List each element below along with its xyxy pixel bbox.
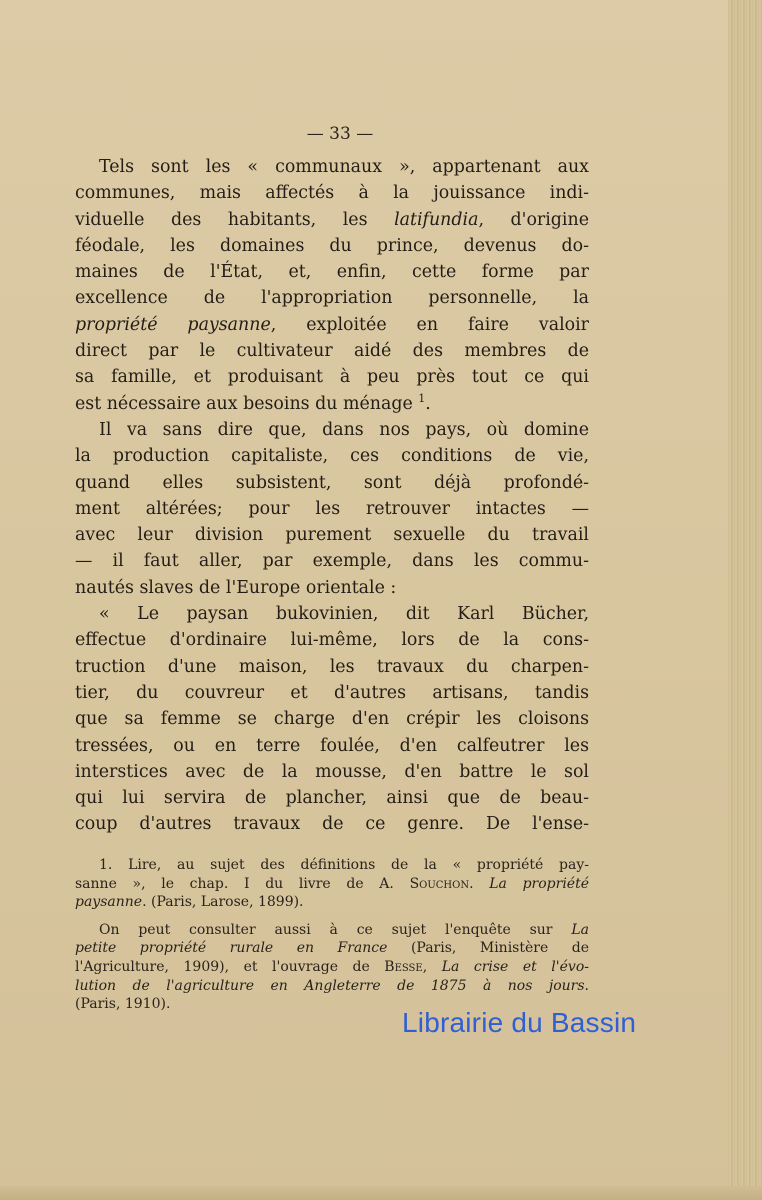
footnote-line: paysanne. (Paris, Larose, 1899). [75, 894, 304, 911]
page-edge-right [728, 0, 762, 1200]
footnote-line: petite propriété rurale en France (Paris, Ministère de [75, 940, 590, 957]
footnote-line: l'Agriculture, 1909), et l'ouvrage de Besse, La crise et l'évo- [75, 958, 589, 975]
text-line: « Le paysan bukovinien, dit Karl Bücher, [99, 604, 589, 625]
text-line: effectue d'ordinaire lui-même, lors de la cons- [75, 630, 589, 651]
body-text [75, 154, 589, 838]
footnote-ref: 1 [418, 391, 426, 405]
book-title: petite propriété rurale en France [75, 940, 388, 957]
book-title: La crise et l'évo- [441, 958, 589, 975]
book-title: paysanne [75, 894, 143, 911]
text-line: viduelle des habitants, les latifundia, d'origine [75, 209, 589, 230]
text-line: propriété paysanne, exploitée en faire valoir [75, 314, 589, 335]
footnotes [75, 856, 589, 1014]
author-name: Besse [384, 958, 423, 975]
text-line: féodale, les domaines du prince, devenus do- [75, 235, 589, 256]
text-line: quand elles subsistent, sont déjà profondé- [75, 472, 589, 493]
author-name: Souchon [409, 875, 470, 892]
text-line: tressées, ou en terre foulée, d'en calfeutrer les [75, 735, 589, 756]
text-line: communes, mais affectés à la jouissance indi- [75, 183, 589, 204]
text-line: la production capitaliste, ces conditions de vie, [75, 446, 589, 467]
text-line: tier, du couvreur et d'autres artisans, tandis [75, 682, 589, 703]
text-line: Tels sont les « communaux », appartenant aux [99, 157, 589, 177]
text-line: que sa femme se charge d'en crépir les cloisons [75, 709, 589, 730]
text-line: interstices avec de la mousse, d'en battre le sol [75, 761, 589, 782]
text-line: qui lui servira de plancher, ainsi que de beau- [75, 788, 589, 809]
page-edge-bottom [0, 1186, 762, 1200]
text-line: — il faut aller, par exemple, dans les commu- [75, 551, 589, 572]
text-line: avec leur division purement sexuelle du travail [75, 525, 589, 546]
footnote-line: On peut consulter aussi à ce sujet l'enquête sur La [99, 921, 589, 938]
text-line: nautés slaves de l'Europe orientale : [75, 577, 397, 598]
text-line: est nécessaire aux besoins du ménage $^1$. [75, 391, 431, 414]
book-title: La [571, 921, 589, 938]
text-line: maines de l'État, et, enfin, cette forme par [75, 262, 589, 283]
footnote-line: 1. Lire, au sujet des définitions de la « propriété pay- [99, 857, 589, 873]
footnote-gap [75, 912, 589, 921]
footnote-line: (Paris, 1910). [75, 996, 171, 1013]
text-line: direct par le cultivateur aidé des membres de [75, 341, 589, 362]
text-line: ment altérées; pour les retrouver intactes — [75, 498, 589, 519]
page-number: — 33 — [306, 124, 374, 144]
book-title: La propriété [489, 875, 589, 892]
text-line: sa famille, et produisant à peu près tout ce qui [75, 367, 589, 388]
text-line: coup d'autres travaux de ce genre. De l'ense- [75, 814, 589, 835]
text-line: Il va sans dire que, dans nos pays, où domine [99, 419, 589, 440]
book-title: lution de l'agriculture en Angleterre de 1875 à nos jours [75, 977, 585, 994]
footnote-line: sanne », le chap. I du livre de A. Souchon. La propriété [75, 875, 589, 892]
text-line: excellence de l'appropriation personnelle, la [75, 288, 589, 309]
emphasis: propriété paysanne [75, 314, 271, 335]
text-line: truction d'une maison, les travaux du charpen- [75, 656, 589, 677]
latin-term: latifundia [394, 209, 479, 230]
watermark-text: Librairie du Bassin [402, 1007, 637, 1038]
footnote-line: lution de l'agriculture en Angleterre de 1875 à nos jours. [75, 977, 589, 994]
